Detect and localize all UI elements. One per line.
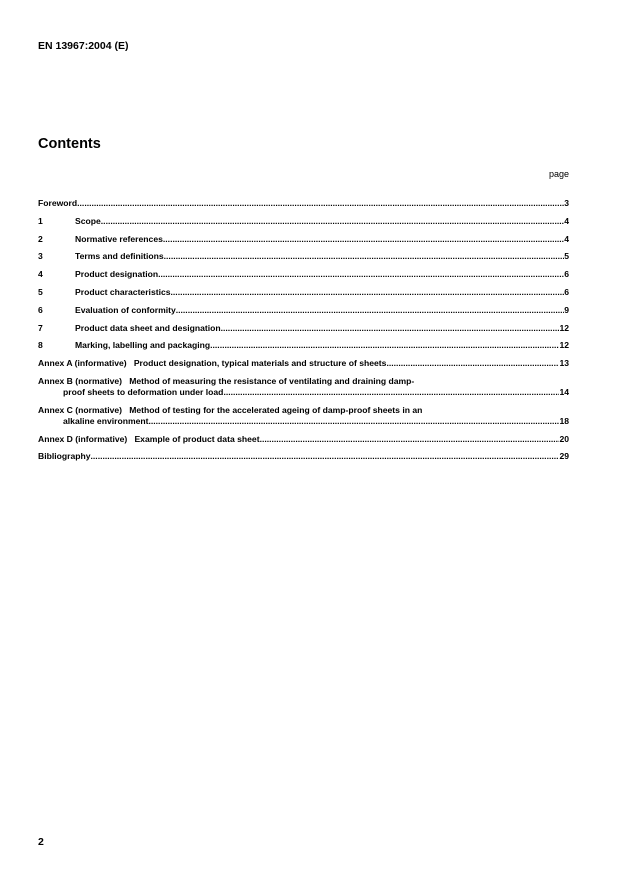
toc-entry-page: 3 <box>564 198 569 208</box>
toc-entry-page: 4 <box>564 215 569 226</box>
toc-entry-product-data-sheet[interactable] <box>38 323 569 334</box>
toc-entry-label: Bibliography <box>38 451 91 462</box>
page-number: 2 <box>38 836 44 848</box>
toc-entry-page: 12 <box>559 322 569 333</box>
toc-entry-page: 6 <box>564 269 569 280</box>
toc-entry-label-line2: alkaline environment <box>63 415 149 426</box>
toc-entry-annex-c[interactable] <box>38 405 569 427</box>
toc-entry-number: 3 <box>38 251 43 262</box>
toc-entry-label: Normative references <box>75 233 163 244</box>
leader-dots <box>221 323 560 334</box>
toc-entry-page: 5 <box>564 251 569 262</box>
toc-entry-label: Product designation <box>75 269 159 280</box>
table-of-contents <box>38 198 569 469</box>
toc-entry-label: Product data sheet and designation <box>75 322 221 333</box>
toc-entry-annex-a[interactable] <box>38 358 569 369</box>
leader-dots <box>163 234 564 245</box>
toc-entry-label-line2: proof sheets to deformation under load <box>63 386 224 397</box>
toc-entry-page: 4 <box>564 233 569 244</box>
toc-entry-label: Annex A (informative) Product designation, typical materials and structure of sheets <box>38 358 387 369</box>
toc-entry-number: 6 <box>38 304 43 315</box>
toc-entry-label: Foreword <box>38 198 78 208</box>
toc-entry-annex-b[interactable] <box>38 376 569 398</box>
toc-entry-label: Scope <box>75 215 101 226</box>
toc-entry-label: Terms and definitions <box>75 251 164 262</box>
toc-entry-evaluation-of-conformity[interactable] <box>38 305 569 316</box>
toc-entry-page: 13 <box>559 358 569 369</box>
toc-entry-product-characteristics[interactable] <box>38 287 569 298</box>
leader-dots <box>176 305 564 316</box>
leader-dots <box>171 287 565 298</box>
page-column-label: page <box>548 169 569 179</box>
toc-entry-label-line1: Annex B (normative) Method of measuring the resistance of ventilating and draining damp- <box>38 375 415 386</box>
toc-entry-scope[interactable] <box>38 216 569 227</box>
toc-entry-page: 9 <box>564 304 569 315</box>
toc-entry-label: Annex D (informative) Example of product data sheet <box>38 433 260 444</box>
toc-entry-number: 7 <box>38 322 43 333</box>
toc-entry-annex-d[interactable] <box>38 434 569 445</box>
contents-title: Contents <box>38 136 101 152</box>
toc-entry-number: 5 <box>38 286 43 297</box>
document-header: EN 13967:2004 (E) <box>38 40 129 52</box>
toc-entry-number: 8 <box>38 340 43 351</box>
toc-entry-page: 20 <box>559 433 569 444</box>
toc-entry-product-designation[interactable] <box>38 269 569 280</box>
toc-entry-terms-definitions[interactable] <box>38 251 569 262</box>
toc-entry-page: 12 <box>559 340 569 351</box>
leader-dots <box>158 269 564 280</box>
toc-entry-page: 18 <box>559 415 569 426</box>
leader-dots <box>164 251 565 262</box>
leader-dots <box>149 416 560 427</box>
toc-entry-number: 2 <box>38 233 43 244</box>
toc-entry-marking-labelling[interactable] <box>38 340 569 351</box>
toc-entry-label: Product characteristics <box>75 286 171 297</box>
toc-entry-number: 1 <box>38 215 43 226</box>
leader-dots <box>91 451 560 462</box>
toc-entry-label-line1: Annex C (normative) Method of testing for the accelerated ageing of damp-proof sheets in an <box>38 404 423 415</box>
leader-dots <box>210 340 559 351</box>
toc-entry-page: 29 <box>559 451 569 462</box>
leader-dots <box>260 434 560 445</box>
toc-entry-page: 6 <box>564 286 569 297</box>
leader-dots <box>77 198 564 209</box>
toc-entry-foreword[interactable] <box>38 198 569 209</box>
toc-entry-label: Marking, labelling and packaging <box>75 340 211 351</box>
toc-entry-bibliography[interactable] <box>38 451 569 462</box>
leader-dots <box>101 216 564 227</box>
toc-entry-normative-references[interactable] <box>38 234 569 245</box>
leader-dots <box>386 358 559 369</box>
toc-entry-label: Evaluation of conformity <box>75 304 176 315</box>
toc-entry-page: 14 <box>559 386 569 397</box>
toc-entry-number: 4 <box>38 269 43 280</box>
leader-dots <box>223 387 559 398</box>
